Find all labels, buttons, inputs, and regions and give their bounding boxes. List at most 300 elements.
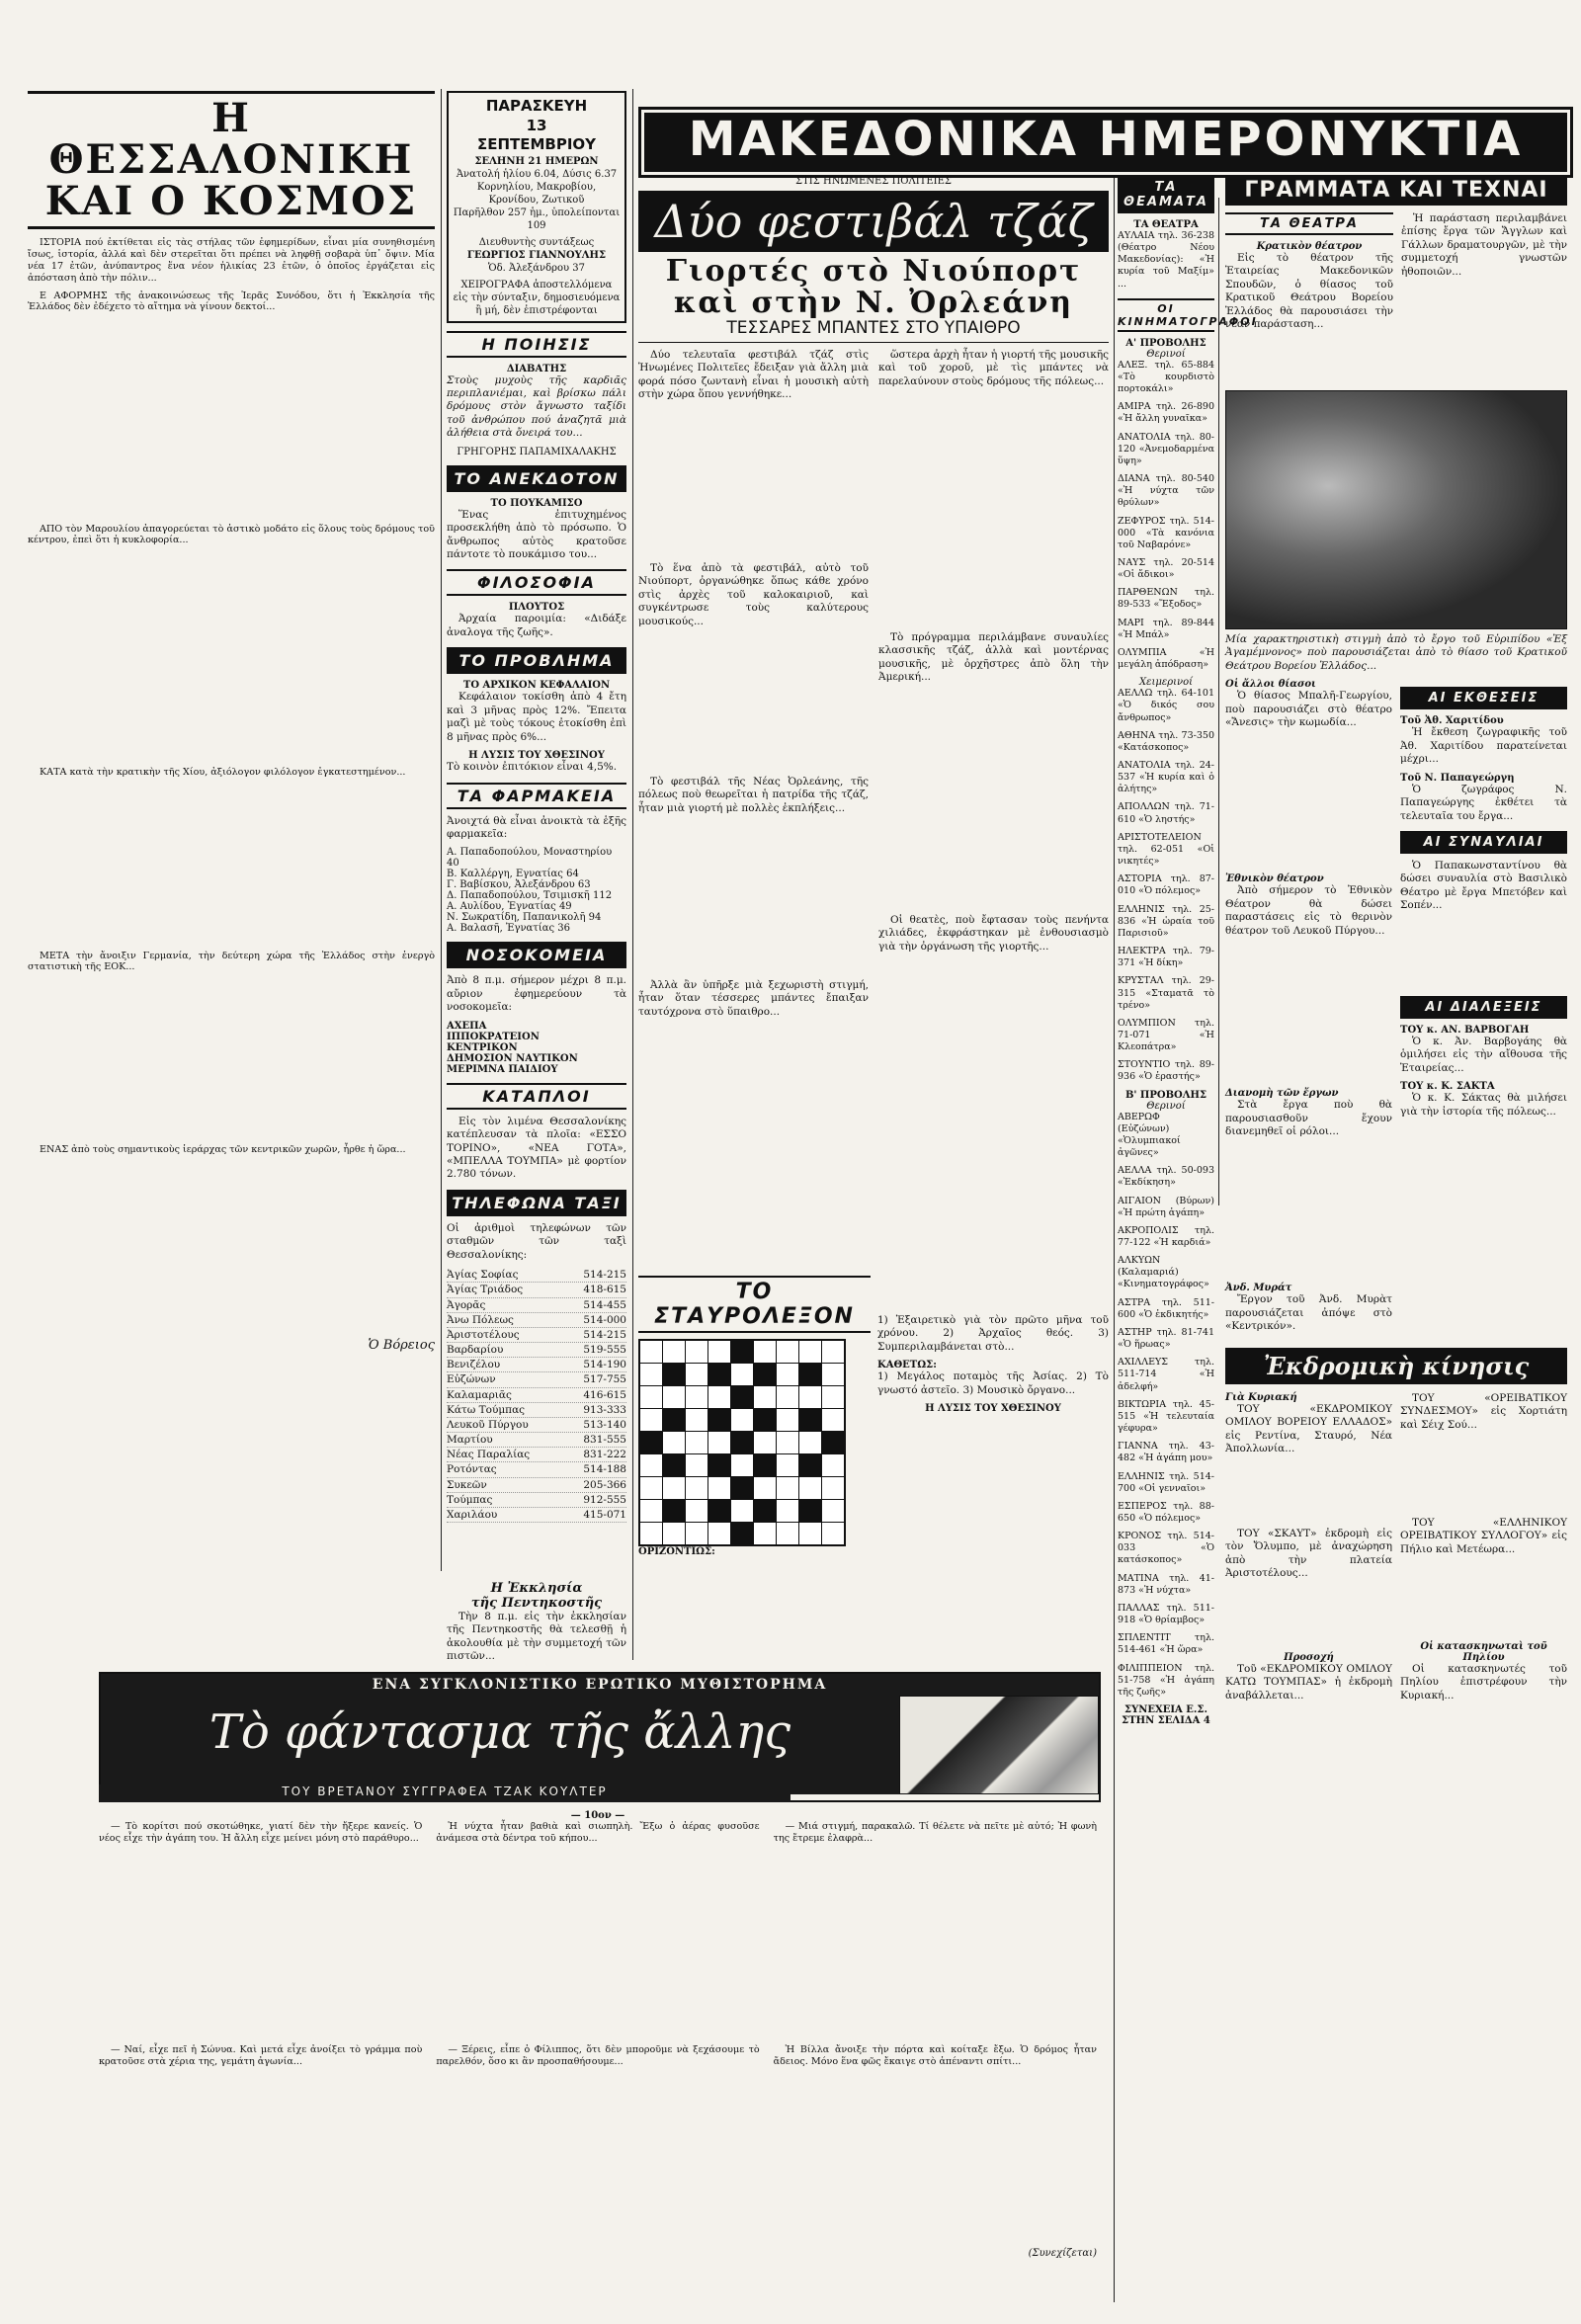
- other-troupes-text: Ὁ θίασος Μπαλῆ-Γεωργίου, ποὺ παρουσιάζει στὸ θέατρο «Ἄνεσις» τὴν κωμωδία...: [1225, 690, 1392, 729]
- crossword-cell[interactable]: [639, 1523, 663, 1546]
- crossword-black-cell: [731, 1523, 754, 1546]
- crossword-cell[interactable]: [686, 1454, 708, 1477]
- crossword-cell[interactable]: [686, 1500, 708, 1523]
- crossword-cell[interactable]: [822, 1523, 846, 1546]
- crossword-cell[interactable]: [822, 1364, 846, 1386]
- taxi-number: 514-000: [583, 1313, 626, 1326]
- cinema-entry: ΑΙΓΑΙΟΝ (Βύρων) «Ἡ πρώτη ἀγάπη»: [1118, 1195, 1214, 1218]
- pharmacy-heading: ΤΑ ΦΑΡΜΑΚΕΙΑ: [447, 783, 626, 809]
- serial-paragraph: — Ναί, εἶχε πεῖ ἡ Σώνυα. Καὶ μετά εἶχε ἀνοίξει τὸ γράμμα ποὺ κρατοῦσε στὰ χέρια της, γεμάτη ἀγωνία...: [99, 2044, 423, 2067]
- pharmacy-item: Ν. Σωκρατίδη, Παπανικολῆ 94: [447, 912, 602, 924]
- crossword-cell[interactable]: [708, 1386, 731, 1409]
- cinema-entry: ΚΡΟΝΟΣ τηλ. 514-033 «Ὁ κατάσκοπος»: [1118, 1531, 1214, 1566]
- winter-cinema-list: [1118, 688, 1214, 1083]
- arts-theatre-subtitle: Κρατικὸν θέατρον: [1256, 241, 1363, 252]
- lectures-heading: ΑΙ ΔΙΑΛΕΞΕΙΣ: [1400, 996, 1567, 1019]
- crossword-black-cell: [663, 1500, 686, 1523]
- cinema-entry: ΜΑΡΙ τηλ. 89-844 «Ἡ Μπάλ»: [1118, 617, 1214, 640]
- crossword-cell[interactable]: [686, 1477, 708, 1500]
- taxi-number: 415-071: [583, 1508, 626, 1521]
- crossword-black-cell: [708, 1409, 731, 1432]
- taxi-phone-list: [447, 1268, 626, 1523]
- taxi-number: 913-333: [583, 1403, 626, 1416]
- lecture-2-text: Ὁ κ. Κ. Σάκτας θὰ μιλήσει γιὰ τὴν ἱστορία τῆς πόλεως...: [1400, 1092, 1567, 1118]
- taxi-row: [447, 1433, 626, 1448]
- taxi-station: Καλαμαριᾶς: [447, 1388, 512, 1401]
- crossword-cell[interactable]: [777, 1386, 799, 1409]
- crossword-cell[interactable]: [754, 1523, 777, 1546]
- pharmacy-intro: Ἀνοιχτά θὰ εἶναι ἀνοικτὰ τὰ ἑξῆς φαρμακεῖα:: [447, 814, 626, 840]
- crossword-cell[interactable]: [639, 1477, 663, 1500]
- taxi-row: [447, 1372, 626, 1387]
- church-text: Τὴν 8 π.μ. εἰς τὴν ἐκκλησίαν τῆς Πεντηκοστῆς θὰ τελεσθῇ ἡ ἀκολουθία μὲ τὴν συμμετοχή τῶν πιστῶν...: [447, 1611, 626, 1663]
- crossword-black-cell: [708, 1500, 731, 1523]
- left-paragraph-2: Ε ΑΦΟΡΜΗΣ τῆς ἀνακοινώσεως τῆς Ἱερᾶς Συνόδου, ὅτι ἡ Ἐκκλησία τῆς Ἑλλάδος δὲν ἐδέχετο τὸ αἴτημα νὰ γίνουν δεκτοί...: [28, 290, 435, 313]
- manuscripts-note: ΧΕΙΡΟΓΡΑΦΑ ἀποστελλόμενα εἰς τὴν σύνταξιν, δημοσιευόμενα ἢ μή, δὲν ἐπιστρέφονται: [453, 279, 621, 316]
- concerts-heading: ΑΙ ΣΥΝΑΥΛΙΑΙ: [1400, 831, 1567, 854]
- crossword-black-cell: [754, 1364, 777, 1386]
- crossword-black-cell: [754, 1454, 777, 1477]
- excursion-p3: ΤΟΥ «ΟΡΕΙΒΑΤΙΚΟΥ ΣΥΝΔΕΣΜΟΥ» εἰς Χορτιάτη καὶ Σέιχ Σού...: [1400, 1391, 1567, 1431]
- philosophy-subtitle: ΠΛΟΥΤΟΣ: [508, 602, 565, 614]
- summer2-heading: Θερινοί: [1146, 1100, 1186, 1112]
- crossword-cell[interactable]: [731, 1500, 754, 1523]
- theatres-subheading: ΤΑ ΘΕΑΤΡΑ: [1133, 219, 1199, 230]
- crossword-black-cell: [663, 1409, 686, 1432]
- taxi-row: [447, 1283, 626, 1297]
- crossword-cell[interactable]: [754, 1432, 777, 1454]
- serial-paragraph: — Τὸ κορίτσι πού σκοτώθηκε, γιατί δὲν τὴν ἤξερε κανείς. Ὁ νέος εἶχε τὴν ἀγάπη του. Ἡ ἄλλη εἶχε μείνει μόνη στὸ παράθυρο...: [99, 1821, 423, 1844]
- hospital-list: [447, 1021, 626, 1075]
- serial-paragraph: — Μιά στιγμή, παρακαλῶ. Τί θέλετε νὰ πεῖτε μὲ αὐτό; Ἡ φωνὴ της ἔτρεμε ἐλαφρὰ...: [773, 1821, 1097, 1844]
- pharmacy-item: Α. Παπαδοπούλου, Μοναστηρίου 40: [447, 847, 613, 870]
- pharmacy-item: Γ. Βαβίσκου, Ἀλεξάνδρου 63: [447, 879, 591, 891]
- crossword-black-cell: [731, 1340, 754, 1364]
- crossword-cell[interactable]: [708, 1477, 731, 1500]
- cinema-entry: ΜΑΤΙΝΑ τηλ. 41-873 «Ἡ νύχτα»: [1118, 1572, 1214, 1596]
- taxi-number: 519-555: [583, 1344, 626, 1357]
- excursion-p2: ΤΟΥ «ΣΚΑΥΤ» ἐκδρομὴ εἰς τὸν Ὄλυμπο, μὲ ἀναχώρηση ἀπὸ τὴν πλατεία Ἀριστοτέλους...: [1225, 1527, 1392, 1579]
- left-paragraph-4: ΚΑΤΑ κατὰ τὴν κρατικὴν τῆς Χίου, ἀξιόλογον φιλόλογον ἐγκατεστημένον...: [40, 766, 406, 778]
- cinema-entry: ΠΑΡΘΕΝΩΝ τηλ. 89-533 «Ἔξοδος»: [1118, 587, 1214, 611]
- cinema-entry: ΑΝΑΤΟΛΙΑ τηλ. 80-120 «Ἀνεμοδαρμένα ὕψη»: [1118, 431, 1214, 466]
- taxi-row: [447, 1478, 626, 1493]
- crossword-cell[interactable]: [754, 1477, 777, 1500]
- poetry-subtitle: ΔΙΑΒΑΤΗΣ: [506, 363, 567, 374]
- cinema-entry: ΑΛΕΞ. τηλ. 65-884 «Τὸ κουρδιστὸ πορτοκάλι»: [1118, 359, 1214, 395]
- crossword-cell[interactable]: [754, 1340, 777, 1364]
- cinema-entry: ΑΘΗΝΑ τηλ. 73-350 «Κατάσκοπος»: [1118, 729, 1214, 753]
- crossword-cell[interactable]: [663, 1477, 686, 1500]
- article-subtitle-line1: Γιορτές στὸ Νιούπορτ: [665, 254, 1082, 289]
- crossword-black-cell: [799, 1454, 822, 1477]
- summer-heading: Θερινοί: [1146, 348, 1186, 360]
- crossword-cell[interactable]: [663, 1432, 686, 1454]
- poem-text: Στοὺς μυχοὺς τῆς καρδιᾶς περιπλανιέμαι, καὶ βρίσκω πάλι δρόμους στὸν ἄγνωστο ταξίδι τοῦ ἀνθρώπου πού ἀναζητᾶ μιὰ ἀλήθεια στὰ ὄνειρά του...: [447, 374, 626, 440]
- serial-col-3: [774, 1821, 1097, 2268]
- campers-text: Οἱ κατασκηνωτές τοῦ Πηλίου ἐπιστρέφουν τὴν Κυριακή...: [1400, 1662, 1567, 1702]
- exhibition-1-name: Τοῦ Ἀθ. Χαριτίδου: [1400, 715, 1504, 727]
- taxi-number: 912-555: [583, 1493, 626, 1506]
- serial-banner: [99, 1672, 1101, 1802]
- ships-text: Εἰς τὸν λιμένα Θεσσαλονίκης κατέπλευσαν τὰ πλοῖα: «ΕΣΣΟ ΤΟΡΙΝΟ», «ΝΕΑ ΓΟΤΑ», «ΜΠΕΛΛΑ ΤΟΥΜΠΑ» μὲ φορτίον 2.780 τόνων.: [447, 1115, 626, 1181]
- winter-heading: Χειμερινοί: [1138, 677, 1194, 689]
- prosochi-text: Τοῦ «ΕΚΔΡΟΜΙΚΟΥ ΟΜΙΛΟΥ ΚΑΤΩ ΤΟΥΜΠΑΣ» ἡ ἐκδρομὴ ἀναβάλλεται...: [1225, 1662, 1392, 1702]
- arts-column: [1225, 212, 1567, 2302]
- distribution-text: Στὰ ἔργα ποὺ θὰ παρουσιασθοῦν ἔχουν διανεμηθεῖ οἱ ρόλοι...: [1225, 1099, 1392, 1138]
- crossword-black-cell: [708, 1454, 731, 1477]
- director-name: ΓΕΩΡΓΙΟΣ ΓΙΑΝΝΟΥΛΗΣ: [466, 249, 607, 261]
- crossword-solution-label: Η ΛΥΣΙΣ ΤΟΥ ΧΘΕΣΙΝΟΥ: [925, 1403, 1061, 1415]
- article-paragraph: Ἀλλὰ ἂν ὑπῆρξε μιὰ ξεχωριστὴ στιγμή, ἦταν ὅταν τέσσερες μπάντες ἔπαιξαν ταυτόχρονα στὸ ὕπαιθρο...: [638, 979, 869, 1018]
- serial-continued: (Συνεχίζεται): [1028, 2248, 1097, 2259]
- crossword-cell[interactable]: [731, 1409, 754, 1432]
- article-paragraph: ὥστερα ἀρχὴ ἦταν ἡ γιορτή τῆς μουσικῆς καὶ τοῦ χοροῦ, μὲ τὶς μπάντες νὰ παρελαύνουν στοὺς δρόμους τῆς πόλεως...: [878, 349, 1109, 387]
- taxi-number: 831-222: [583, 1449, 626, 1461]
- taxi-number: 418-615: [583, 1284, 626, 1296]
- serial-text: [99, 1810, 1097, 2304]
- crossword-cell[interactable]: [799, 1386, 822, 1409]
- cinema-entry: ΒΙΚΤΩΡΙΑ τηλ. 45-515 «Ἡ τελευταία γέφυρα»: [1118, 1398, 1214, 1435]
- first-run-heading: Α' ΠΡΟΒΟΛΗΣ: [1125, 337, 1207, 349]
- crossword-black-cell: [822, 1432, 846, 1454]
- cinema-entry: ΣΠΛΕΝΤΙΤ τηλ. 514-461 «Ἡ ὥρα»: [1118, 1632, 1214, 1656]
- date-box: [447, 91, 626, 323]
- taxi-row: [447, 1403, 626, 1418]
- cinema-entry: ΕΛΛΗΝΙΣ τηλ. 25-836 «Ἡ ὡραία τοῦ Παρισιοῦ»: [1118, 903, 1214, 939]
- cinema-entry: ΑΛΚΥΩΝ (Καλαμαριά) «Κινηματογράφος»: [1118, 1255, 1209, 1290]
- cinema-entry: ΑΣΤΗΡ τηλ. 81-741 «Ὁ ἥρωας»: [1118, 1326, 1214, 1351]
- hospital-item: ΜΕΡΙΜΝΑ ΠΑΙΔΙΟΥ: [447, 1063, 558, 1075]
- serial-author: ΤΟΥ ΒΡΕΤΑΝΟΥ ΣΥΓΓΡΑΦΕΑ ΤΖΑΚ ΚΟΥΛΤΕΡ: [99, 1784, 790, 1802]
- crossword-cell[interactable]: [822, 1500, 846, 1523]
- hospital-item: ΔΗΜΟΣΙΟΝ ΝΑΥΤΙΚΟΝ: [447, 1052, 578, 1064]
- hospital-item: ΙΠΠΟΚΡΑΤΕΙΟΝ: [447, 1031, 540, 1042]
- taxi-row: [447, 1358, 626, 1372]
- taxi-number: 514-190: [583, 1359, 626, 1371]
- serial-paragraph: Ἡ Βίλλα ἄνοιξε τὴν πόρτα καὶ κοίταξε ἔξω. Ὁ δρόμος ἦταν ἄδειος. Μόνο ἕνα φῶς ἔκαιγε στὸ ἀπέναντι σπίτι...: [773, 2044, 1097, 2067]
- taxi-station: Ἀγορᾶς: [447, 1298, 486, 1311]
- crossword-cell[interactable]: [777, 1523, 799, 1546]
- crossword-cell[interactable]: [822, 1386, 846, 1409]
- cinema-entry: ΑΜΙΡΑ τηλ. 26-890 «Ἡ ἄλλη γυναῖκα»: [1118, 401, 1214, 425]
- arts-heading: ΓΡΑΜΜΑΤΑ ΚΑΙ ΤΕΧΝΑΙ: [1225, 176, 1567, 206]
- photo-caption: Μία χαρακτηριστικὴ στιγμὴ ἀπὸ τὸ ἔργο τοῦ Εὐριπίδου «Ἐξ Ἀγαμέμνονος» ποὺ παρουσιάζεται ἀπὸ τὸ θίασο τοῦ Κρατικοῦ Θεάτρου Βορείου Ἑλλάδος...: [1225, 633, 1567, 672]
- ethnikon-text: Ἀπὸ σήμερον τὸ Ἐθνικὸν Θέατρον θὰ δώσει παραστάσεις εἰς τὸ θερινὸν θέατρον τοῦ Λευκοῦ Πύργου...: [1225, 884, 1392, 937]
- article-subtitle-line2: καὶ στὴν Ν. Ὀρλεάνη: [673, 285, 1074, 320]
- second-run-list: [1118, 1112, 1214, 1699]
- crossword-cell[interactable]: [777, 1500, 799, 1523]
- taxi-row: [447, 1462, 626, 1477]
- date-day: ΠΑΡΑΣΚΕΥΗ: [485, 97, 588, 115]
- article-kicker: ΣΤΙΣ ΗΝΩΜΕΝΕΣ ΠΟΛΙΤΕΙΕΣ: [795, 176, 952, 187]
- lecture-1-name: ΤΟΥ κ. ΑΝ. ΒΑΡΒΟΓΑΗ: [1400, 1024, 1530, 1036]
- pharmacy-item: Α. Βαλασῆ, Ἐγνατίας 36: [447, 923, 570, 935]
- cinema-entry: ΚΡΥΣΤΑΛ τηλ. 29-315 «Σταματᾶ τὸ τρένο»: [1118, 975, 1214, 1011]
- crossword-cell[interactable]: [731, 1364, 754, 1386]
- hospital-text: Ἀπὸ 8 π.μ. σήμερον μέχρι 8 π.μ. αὔριον ἐφημερεύουν τὰ νοσοκομεῖα:: [447, 974, 626, 1014]
- taxi-station: Τούμπας: [447, 1493, 493, 1506]
- article-title: Δύο φεστιβάλ τζάζ: [638, 191, 1109, 252]
- taxi-number: 513-140: [583, 1418, 626, 1431]
- prosochi-heading: Προσοχή: [1284, 1651, 1334, 1663]
- problem-text: Κεφάλαιον τοκίσθη ἀπὸ 4 ἔτη καὶ 3 μῆνας πρὸς 12%. Ἔπειτα μαζὶ μὲ τοὺς τόκους ἐτοκίσθη ἐπὶ 8 μῆνας πρὸς 6%...: [447, 691, 626, 743]
- crossword-cell[interactable]: [799, 1432, 822, 1454]
- crossword-cell[interactable]: [822, 1454, 846, 1477]
- article-paragraph: Τὸ φεστιβάλ τῆς Νέας Ὀρλεάνης, τῆς πόλεως ποὺ θεωρεῖται ἡ πατρίδα τῆς τζάζ, ἦταν μιὰ γιορτή μὲ πολλὲς ἐκπλήξεις...: [638, 776, 869, 814]
- taxi-station: Ροτόντας: [447, 1463, 497, 1476]
- theatres-intro: ΑΥΛΑΙΑ τηλ. 36-238 (Θέατρο Νέου Μακεδονίας): «Ἡ κυρία τοῦ Μαξίμ» ...: [1118, 230, 1214, 290]
- excursion-p1: ΤΟΥ «ΕΚΔΡΟΜΙΚΟΥ ΟΜΙΛΟΥ ΒΟΡΕΙΟΥ ΕΛΛΑΔΟΣ» εἰς Ρεντίνα, Σταυρό, Νέα Ἀπολλωνία...: [1225, 1402, 1392, 1454]
- crossword-across-clues: 1) Ἐξαιρετικὸ γιὰ τὸν πρῶτο μῆνα τοῦ χρόνου. 2) Ἀρχαῖος θεός. 3) Συμπεριλαμβάνεται στὸ...: [877, 1314, 1109, 1353]
- taxi-row: [447, 1448, 626, 1462]
- left-paragraph-1: ΙΣΤΟΡΙΑ πού ἐκτίθεται εἰς τὰς στήλας τῶν ἐφημερίδων, εἶναι μία συνηθισμένη ἴσως, ἱστορία, ἀλλά καὶ δὲν στερεῖται ὅτι πρέπει νὰ ληφθῇ σοβαρὰ ὑπ᾽ ὄψιν. Μία νέα 17 ἐτῶν, ἀνύπαντρος ἕνα νέον ἡλικίας 23 ἐτῶν, ὁ ὁποῖος ἐργάζεται εἰς ἀπόσταση ἀπὸ τὴν πόλιν...: [28, 237, 435, 284]
- crossword-cell[interactable]: [777, 1477, 799, 1500]
- summer-cinema-list: [1118, 360, 1214, 671]
- crossword-black-cell: [799, 1500, 822, 1523]
- taxi-row: [447, 1343, 626, 1358]
- crossword-cell[interactable]: [639, 1340, 663, 1364]
- taxi-station: Νέας Παραλίας: [447, 1449, 531, 1461]
- crossword-cell[interactable]: [777, 1454, 799, 1477]
- serial-kicker: ΕΝΑ ΣΥΓΚΛΟΝΙΣΤΙΚΟ ΕΡΩΤΙΚΟ ΜΥΘΙΣΤΟΡΗΜΑ: [101, 1674, 1099, 1696]
- arts-theatre-p2: Ἡ παράσταση περιλαμβάνει ἐπίσης ἔργα τῶν Ἄγγλων καὶ Γάλλων δραματουργῶν, μὲ τὴν συμμετοχή γνωστῶν ἠθοποιῶν...: [1401, 212, 1567, 278]
- taxi-station: Ἀνω Πόλεως: [447, 1313, 514, 1326]
- excursion-p4: ΤΟΥ «ΕΛΛΗΝΙΚΟΥ ΟΡΕΙΒΑΤΙΚΟΥ ΣΥΛΛΟΓΟΥ» εἰς Πήλιο καὶ Μετέωρα...: [1400, 1516, 1567, 1555]
- article-col-2: [878, 349, 1109, 1183]
- cinema-entry: ΑΕΛΛΩ τηλ. 64-101 «Ὁ δικός σου ἄνθρωπος»: [1118, 688, 1214, 723]
- cinema-entry: ΔΙΑΝΑ τηλ. 80-540 «Ἡ νύχτα τῶν θρύλων»: [1118, 473, 1214, 509]
- church-title-line2: τῆς Πεντηκοστῆς: [470, 1596, 603, 1611]
- crossword-cell[interactable]: [822, 1477, 846, 1500]
- serial-col-2: [436, 1821, 759, 2268]
- crossword-cell[interactable]: [822, 1409, 846, 1432]
- exhibitions-heading: ΑΙ ΕΚΘΕΣΕΙΣ: [1400, 687, 1567, 709]
- anecdote-text: Ἕνας ἐπιτυχημένος προσεκλήθη ἀπὸ τὸ πρόσωπο. Ὁ ἄνθρωπος αὐτὸς κρατοῦσε πάντοτε τὸ πουκάμισο του...: [447, 508, 626, 560]
- crossword-cell[interactable]: [754, 1386, 777, 1409]
- crossword-cell[interactable]: [686, 1409, 708, 1432]
- crossword-black-cell: [754, 1409, 777, 1432]
- left-paragraph-3: ΑΠΟ τὸν Μαρουλίου ἀπαγορεύεται τὸ ἀστικὸ μοδάτο εἰς ὅλους τοὺς δρόμους τοῦ κέντρου, ἐπεὶ ὅτι ἡ κυκλοφορία...: [28, 523, 435, 546]
- crossword-black-cell: [799, 1409, 822, 1432]
- campers-heading: Οἱ κατασκηνωταὶ τοῦ Πηλίου: [1420, 1640, 1547, 1663]
- taxi-number: 514-455: [583, 1298, 626, 1311]
- cinema-entry: ΑΧΙΛΛΕΥΣ τηλ. 511-714 «Ἡ ἀδελφή»: [1118, 1357, 1214, 1392]
- problem-solution-value: Τὸ κοινὸν ἐπιτόκιον εἶναι 4,5%.: [447, 761, 618, 774]
- exhibition-2-name: Τοῦ Ν. Παπαγεώργη: [1400, 772, 1515, 784]
- listings-footer: ΣΥΝΕΧΕΙΑ Ε.Σ. ΣΤΗΝ ΣΕΛΙΔΑ 4: [1122, 1704, 1210, 1726]
- crossword-cell[interactable]: [731, 1454, 754, 1477]
- cinema-entry: ΗΛΕΚΤΡΑ τηλ. 79-371 «Ἡ δίκη»: [1118, 946, 1214, 969]
- phone-intro: Οἱ ἀριθμοὶ τηλεφώνων τῶν σταθμῶν τῶν ταξὶ Θεσσαλονίκης:: [447, 1221, 626, 1261]
- taxi-station: Βαρδαρίου: [447, 1344, 504, 1357]
- taxi-station: Ἁγίας Σοφίας: [447, 1269, 519, 1282]
- crossword-cell[interactable]: [686, 1523, 708, 1546]
- cinema-heading: ΟΙ ΚΙΝΗΜΑΤΟΓΡΑΦΟΙ: [1118, 298, 1214, 332]
- director-address: Ὁδ. Ἀλεξάνδρου 37: [488, 262, 585, 274]
- concerts-text: Ὁ Παπακωνσταντίνου θὰ δώσει συναυλία στὸ Βασιλικὸ Θέατρο μὲ ἔργα Μπετόβεν καὶ Σοπέν...: [1400, 859, 1567, 912]
- article-col-1: [638, 349, 869, 1183]
- crossword-grid[interactable]: [638, 1339, 846, 1546]
- crossword-across-heading: ΟΡΙΖΟΝΤΙΩΣ:: [638, 1546, 715, 1557]
- taxi-number: 517-755: [583, 1373, 626, 1386]
- article-paragraph: Τὸ πρόγραμμα περιλάμβανε συναυλίες κλασσικῆς τζάζ, ἀλλὰ καὶ μοντέρνας μουσικῆς, μὲ ὀρχῆστρες ἀπὸ ὅλη τὴν Ἀμερική...: [878, 631, 1109, 684]
- crossword-cell[interactable]: [708, 1340, 731, 1364]
- pharmacy-item: Β. Καλλέργη, Εγνατίας 64: [447, 869, 579, 880]
- misc-text: Ἔργον τοῦ Ἀνδ. Μυρὰτ παρουσιάζεται ἀπόψε στὸ «Κεντρικόν».: [1225, 1293, 1392, 1333]
- left-signature: Ὁ Βόρειος: [368, 1337, 435, 1353]
- crossword-cell[interactable]: [777, 1432, 799, 1454]
- taxi-number: 514-188: [583, 1463, 626, 1476]
- hospital-heading: ΝΟΣΟΚΟΜΕΙΑ: [447, 942, 626, 968]
- lecture-2-name: ΤΟΥ κ. Κ. ΣΑΚΤΑ: [1400, 1081, 1495, 1093]
- serial-col-1: [99, 1821, 422, 2268]
- serial-chapter: — 10ον —: [570, 1810, 625, 1821]
- taxi-row: [447, 1313, 626, 1328]
- church-note: [447, 1581, 626, 1663]
- pharmacy-item: Α. Αυλίδου, Ἐγνατίας 49: [447, 901, 572, 913]
- crossword-cell[interactable]: [663, 1523, 686, 1546]
- crossword-cell[interactable]: [799, 1523, 822, 1546]
- other-troupes-heading: Οἱ ἄλλοι θίασοι: [1225, 679, 1316, 691]
- problem-solution-label: Η ΛΥΣΙΣ ΤΟΥ ΧΘΕΣΙΝΟΥ: [468, 750, 605, 762]
- sun-times: Ἀνατολή ἡλίου 6.04, Δύσις 6.37: [456, 168, 618, 180]
- crossword-cell[interactable]: [686, 1340, 708, 1364]
- anecdote-heading: ΤΟ ΑΝΕΚΔΟΤΟΝ: [447, 465, 626, 492]
- crossword-heading: ΤΟ ΣΤΑΥΡΟΛΕΞΟΝ: [638, 1276, 871, 1333]
- taxi-station: Συκεῶν: [447, 1478, 487, 1491]
- taxi-station: Μαρτίου: [447, 1434, 493, 1447]
- excursion-subheading: Γιὰ Κυριακή: [1225, 1391, 1297, 1403]
- taxi-station: Χαριλάου: [447, 1508, 498, 1521]
- jazz-article: [638, 176, 1109, 1253]
- crossword-cell[interactable]: [708, 1432, 731, 1454]
- crossword-black-cell: [731, 1477, 754, 1500]
- article-paragraph: Οἱ θεατὲς, ποὺ ἔφτασαν τοὺς πενήντα χιλιάδες, ἐκφράστηκαν μὲ ἐνθουσιασμὸ γιὰ τὴν ὀργάνωση τῆς γιορτῆς...: [878, 914, 1109, 953]
- serial-title: Τὸ φάντασμα τῆς ἄλλης: [101, 1696, 899, 1794]
- crossword-cell[interactable]: [639, 1500, 663, 1523]
- crossword-cell[interactable]: [799, 1477, 822, 1500]
- misc-heading: Ἀνδ. Μυράτ: [1225, 1283, 1292, 1294]
- philosophy-quote: Ἀρχαία παροιμία: «Διδάξε ἀναλογα τῆς ζωῆς».: [447, 613, 626, 638]
- crossword-cell[interactable]: [686, 1364, 708, 1386]
- article-paragraph: Τὸ ἕνα ἀπὸ τὰ φεστιβάλ, αὐτὸ τοῦ Νιούπορτ, ὀργανώθηκε ὅπως κάθε χρόνο στὶς ἀρχὲς τοῦ καλοκαιριοῦ, καὶ συγκέντρωσε τοὺς καλύτερους μουσικούς...: [638, 562, 869, 627]
- cinema-entry: ΠΑΛΛΑΣ τηλ. 511-918 «Ὁ θρίαμβος»: [1118, 1602, 1214, 1626]
- crossword-black-cell: [799, 1364, 822, 1386]
- crossword-black-cell: [639, 1432, 663, 1454]
- crossword-black-cell: [731, 1432, 754, 1454]
- crossword-black-cell: [731, 1386, 754, 1409]
- crossword-cell[interactable]: [639, 1454, 663, 1477]
- crossword-cell[interactable]: [639, 1364, 663, 1386]
- crossword-cell[interactable]: [822, 1340, 846, 1364]
- crossword-cell[interactable]: [777, 1340, 799, 1364]
- crossword-cell[interactable]: [777, 1409, 799, 1432]
- cinema-entry: ΑΒΕΡΩΦ (Εὐζώνων) «Ὁλυμπιακοί ἀγῶνες»: [1118, 1111, 1181, 1159]
- anecdote-title: ΤΟ ΠΟΥΚΑΜΙΣΟ: [490, 497, 583, 509]
- serial-paragraph: — Ξέρεις, εἶπε ὁ Φίλιππος, ὅτι δὲν μποροῦμε νὰ ξεχάσουμε τὸ παρελθόν, ὅσο κι ἂν προσπαθήσουμε...: [436, 2044, 760, 2067]
- taxi-number: 514-215: [583, 1269, 626, 1282]
- listings-column: [1118, 176, 1258, 2300]
- hospital-item: ΑΧΕΠΑ: [447, 1020, 487, 1032]
- taxi-number: 416-615: [583, 1388, 626, 1401]
- taxi-number: 205-366: [583, 1478, 626, 1491]
- left-headline-line2: ΚΑΙ Ο ΚΟΣΜΟΣ: [28, 181, 435, 229]
- taxi-station: Εὐζώνων: [447, 1373, 496, 1386]
- crossword-clues: [877, 1314, 1109, 1591]
- crossword-cell[interactable]: [639, 1386, 663, 1409]
- cinema-entry: ΑΣΤΟΡΙΑ τηλ. 87-010 «Ὁ πόλεμος»: [1118, 873, 1214, 897]
- taxi-station: Λευκοῦ Πύργου: [447, 1418, 529, 1431]
- crossword-black-cell: [754, 1500, 777, 1523]
- pharmacy-item: Δ. Παπαδοπούλου, Τσιμισκῆ 112: [447, 890, 613, 902]
- date-number: 13: [526, 116, 547, 134]
- hospital-item: ΚΕΝΤΡΙΚΟΝ: [447, 1041, 518, 1053]
- director-label: Διευθυντὴς συντάξεως: [478, 236, 595, 248]
- taxi-station: Βενιζέλου: [447, 1359, 501, 1371]
- crossword-black-cell: [708, 1364, 731, 1386]
- crossword-cell[interactable]: [663, 1386, 686, 1409]
- left-paragraph-5: ΜΕΤΑ τὴν ἄνοιξιν Γερμανία, τὴν δεύτερη χώρα τῆς Ἑλλάδος στὴν ἐνεργὸ στατιστικὴ τῆς ΕΟΚ...: [28, 950, 435, 973]
- cinema-entry: ΑΠΟΛΛΩΝ τηλ. 71-610 «Ὁ ληστής»: [1118, 801, 1214, 825]
- cinema-entry: ΟΛΥΜΠΙΑ «Ἡ μεγάλη ἀπόδραση»: [1118, 646, 1214, 671]
- date-month: ΣΕΠΤΕΜΒΡΙΟΥ: [476, 135, 597, 153]
- crossword-cell[interactable]: [708, 1523, 731, 1546]
- crossword-cell[interactable]: [799, 1340, 822, 1364]
- pharmacy-list: [447, 847, 626, 934]
- cinema-entry: ΟΛΥΜΠΙΟΝ τηλ. 71-071 «Ἡ Κλεοπάτρα»: [1118, 1017, 1214, 1053]
- mid-column: [447, 91, 626, 1573]
- cinema-entry: ΑΣΤΡΑ τηλ. 511-600 «Ὁ ἐκδικητής»: [1118, 1296, 1214, 1320]
- theatre-photo: [1225, 390, 1567, 629]
- poetry-heading: Η ΠΟΙΗΣΙΣ: [447, 331, 626, 358]
- taxi-number: 831-555: [583, 1434, 626, 1447]
- cinema-entry: ΖΕΦΥΡΟΣ τηλ. 514-000 «Τὰ κανόνια τοῦ Ναβαρόνε»: [1118, 515, 1214, 550]
- taxi-number: 514-215: [583, 1328, 626, 1341]
- left-paragraph-6: ΕΝΑΣ ἀπὸ τοὺς σημαντικοὺς ἱεράρχας τῶν κεντρικῶν χωρῶν, ἦρθε ἡ ὥρα...: [40, 1143, 406, 1155]
- arts-theatre-heading: ΤΑ ΘΕΑΤΡΑ: [1225, 212, 1393, 235]
- taxi-row: [447, 1508, 626, 1523]
- taxi-row: [447, 1268, 626, 1283]
- listings-heading: ΤΑ ΘΕΑΜΑΤΑ: [1118, 176, 1214, 213]
- ethnikon-heading: Ἐθνικὸν θέατρον: [1225, 873, 1324, 885]
- exhibition-2-text: Ὁ ζωγράφος Ν. Παπαγεώργης ἐκθέτει τὰ τελευταῖα του ἔργα...: [1400, 783, 1567, 822]
- serial-illustration: [899, 1696, 1099, 1794]
- crossword-cell[interactable]: [777, 1364, 799, 1386]
- cinema-entry: ΑΡΙΣΤΟΤΕΛΕΙΟΝ τηλ. 62-051 «Οἱ νικητές»: [1118, 831, 1214, 868]
- arts-theatre-p1: Εἰς τὸ θέατρον τῆς Ἑταιρείας Μακεδονικῶν Σπουδῶν, ὁ θίασος τοῦ Κρατικοῦ Θεάτρου Βορείου Ἑλλάδος θὰ παρουσιάσει τὴν νέαν παράσταση...: [1225, 252, 1393, 331]
- crossword-cell[interactable]: [686, 1386, 708, 1409]
- cinema-entry: ΓΙΑΝΝΑ τηλ. 43-482 «Ἡ ἀγάπη μου»: [1118, 1441, 1214, 1464]
- poet-name: ΓΡΗΓΟΡΗΣ ΠΑΠΑΜΙΧΑΛΑΚΗΣ: [457, 446, 617, 457]
- taxi-station: Κάτω Τούμπας: [447, 1403, 526, 1416]
- taxi-row: [447, 1328, 626, 1343]
- taxi-row: [447, 1493, 626, 1508]
- cinema-entry: ΕΣΠΕΡΟΣ τηλ. 88-650 «Ὁ πόλεμος»: [1118, 1500, 1214, 1524]
- phone-heading: ΤΗΛΕΦΩΝΑ ΤΑΞΙ: [447, 1190, 626, 1216]
- taxi-row: [447, 1298, 626, 1313]
- crossword-cell[interactable]: [663, 1340, 686, 1364]
- problem-title: ΤΟ ΑΡΧΙΚΟΝ ΚΕΦΑΛΑΙΟΝ: [462, 680, 611, 692]
- taxi-row: [447, 1388, 626, 1403]
- cinema-entry: ΑΝΑΤΟΛΙΑ τηλ. 24-537 «Ἡ κυρία καὶ ὁ ἀλήτης»: [1118, 760, 1214, 795]
- crossword-cell[interactable]: [686, 1432, 708, 1454]
- cinema-entry: ΑΚΡΟΠΟΛΙΣ τηλ. 77-122 «Ἡ καρδιά»: [1118, 1224, 1214, 1248]
- exhibition-1-text: Ἡ ἔκθεση ζωγραφικῆς τοῦ Ἀθ. Χαριτίδου παρατείνεται μέχρι...: [1400, 726, 1567, 766]
- crossword-cell[interactable]: [639, 1409, 663, 1432]
- moon-phase: ΣΕΛΗΝΗ 21 ΗΜΕΡΩΝ: [474, 155, 599, 167]
- crossword-block: [638, 1268, 871, 1574]
